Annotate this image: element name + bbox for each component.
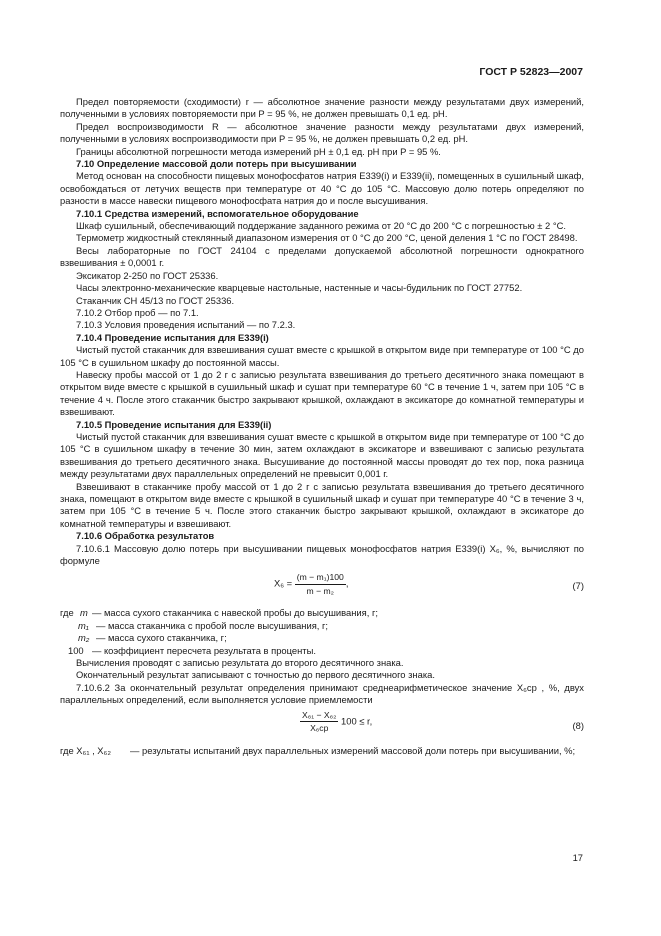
paragraph-repeatability: Предел повторяемости (сходимости) r — абсолютное значение разности между результатами двух измерений, полученными в условиях повторяемости при P = 95 %, не должен превышать 0,1 ед. рН.: [60, 96, 584, 120]
paragraph-formula-7-intro: 7.10.6.1 Массовую долю потерь при высушивании пищевых монофосфатов натрия Е339(i) X₆, %, вычисляют по формуле: [60, 542, 584, 567]
paragraph-drying-cabinet: Шкаф сушильный, обеспечивающий поддержание заданного режима от 20 °C до 200 °C с погрешностью ± 2 °C.: [76, 220, 566, 232]
formula-7-definitions: [60, 607, 584, 657]
definition-text: — масса сухого стаканчика, г;: [96, 632, 227, 644]
formula-8-number: (8): [572, 719, 584, 731]
definition-row: [60, 620, 584, 632]
section-heading-7-10-5: 7.10.5 Проведение испытания для Е339(ii): [76, 418, 272, 430]
paragraph-final-precision: Окончательный результат записывают с точностью до первого десятичного знака.: [76, 669, 435, 681]
paragraph-conditions: 7.10.3 Условия проведения испытаний — по 7.2.3.: [76, 319, 296, 331]
definition-text: — результаты испытаний двух параллельных измерений массовой доли потерь при высушивании, %;: [130, 744, 576, 756]
formula-7-tail: ,: [345, 577, 349, 589]
formula-8-fraction: [300, 709, 338, 735]
paragraph-e339i-prep: Чистый пустой стаканчик для взвешивания сушат вместе с крышкой в открытом виде при температуре от 100 °C до 105 °C в сушильном шкафу до постоянной массы.: [60, 344, 584, 368]
standard-header: ГОСТ Р 52823—2007: [479, 66, 583, 78]
definition-text: — коэффициент пересчета результата в проценты.: [92, 644, 316, 656]
definition-symbol: m: [80, 607, 88, 619]
section-heading-7-10: 7.10 Определение массовой доли потерь при высушивании: [76, 158, 357, 170]
paragraph-e339ii-sample: Взвешивают в стаканчике пробу массой от 1 до 2 г с записью результата взвешивания до третьего десятичного знака, помещают в открытом виде вместе с крышкой в сушильный шкаф и сушат при температуре 40 °C в течение 3 ч, затем при 105 °C в течение 5 ч. После этого стаканчик быстро закрывают крышкой, охлаждают в эксикаторе до комнатной температуры и взвешивают.: [60, 480, 584, 529]
section-heading-7-10-4: 7.10.4 Проведение испытания для Е339(i): [76, 331, 269, 343]
formula-7-lhs: X₆ =: [274, 577, 293, 589]
paragraph-e339i-sample: Навеску пробы массой от 1 до 2 г с записью результата взвешивания до третьего десятичного знака помещают в открытом виде вместе с крышкой в сушильный шкаф и сушат при температуре 60 °C в течение 1 ч, затем при 105 °C в течение 4 ч. После этого стаканчик быстро закрывают крышкой, охлаждают в эксикаторе до комнатной температуры и взвешивают.: [60, 368, 584, 418]
definition-row: [60, 607, 584, 619]
formula-8-rhs: 100 ≤ r,: [341, 715, 373, 727]
formula-8-numerator: X₆₁ − X₆₂: [300, 709, 338, 722]
definition-text: — масса сухого стаканчика с навеской пробы до высушивания, г;: [92, 607, 378, 619]
paragraph-error-bounds: Границы абсолютной погрешности метода измерений рН ± 0,1 ед. рН при P = 95 %.: [76, 145, 441, 157]
definition-symbol: 100: [68, 644, 84, 656]
formula-7: [60, 567, 584, 607]
paragraph-scales: Весы лабораторные по ГОСТ 24104 с пределами допускаемой абсолютной погрешности однократного взвешивания ± 0,0001 г.: [60, 244, 584, 269]
definition-lead: где: [60, 607, 74, 619]
definition-text: — масса стаканчика с пробой после высушивания, г;: [96, 619, 329, 631]
paragraph-thermometer: Термометр жидкостный стеклянный диапазоном измерения от 0 °C до 200 °C, ценой деления 1 °C по ГОСТ 28498.: [76, 232, 578, 244]
paragraph-beaker: Стаканчик СН 45/13 по ГОСТ 25336.: [76, 294, 235, 306]
document-body: [60, 96, 584, 757]
paragraph-e339ii-prep: Чистый пустой стаканчик для взвешивания сушат вместе с крышкой в открытом виде при температуре от 100 °C до 105 °C в сушильном шкафу в течение 30 мин, затем охлаждают в эксикаторе и взвешивают с записью результата взвешивания до третьего десятичного знака. Высушивание до постоянной массы проводят до тех пор, пока разница между результатами двух параллельных определений не превысит 0,001 г.: [60, 430, 584, 480]
formula-7-denominator: m − m₂: [306, 585, 334, 596]
page-number: 17: [572, 852, 583, 863]
definition-row: [60, 632, 584, 644]
definition-lead: где X₆₁ , X₆₂: [60, 744, 111, 756]
paragraph-calc-precision: Вычисления проводят с записью результата до второго десятичного знака.: [76, 657, 404, 669]
formula-7-fraction: [295, 571, 346, 597]
section-heading-7-10-6: 7.10.6 Обработка результатов: [76, 530, 215, 542]
paragraph-sampling: 7.10.2 Отбор проб — по 7.1.: [76, 306, 199, 318]
paragraph-method: Метод основан на способности пищевых монофосфатов натрия Е339(i) и Е339(ii), помещенных в сушильный шкаф, освобождаться от летучих веществ при температуре от 40 °C до 105 °C. Массовую долю потерь определяют по разности в массе навески пищевого монофосфата натрия до и после высушивания.: [60, 170, 584, 207]
paragraph-formula-8-intro: 7.10.6.2 За окончательный результат определения принимают среднеарифметическое значение X₆ср , %, двух параллельных определений, если выполняется условие приемлемости: [60, 681, 584, 706]
formula-7-numerator: (m − m₁)100: [295, 571, 346, 584]
paragraph-desiccator: Эксикатор 2-250 по ГОСТ 25336.: [76, 269, 219, 281]
formula-7-number: (7): [572, 580, 584, 592]
definition-row: [60, 645, 584, 657]
definition-symbol: m₂: [78, 632, 90, 644]
formula-8: [60, 707, 584, 745]
formula-8-denominator: X₆ср: [310, 723, 329, 734]
formula-8-definition: [60, 745, 584, 757]
paragraph-clock: Часы электронно-механические кварцевые настольные, настенные и часы-будильник по ГОСТ 27752.: [76, 282, 523, 294]
definition-symbol: m₁: [78, 619, 89, 631]
paragraph-reproducibility: Предел воспроизводимости R — абсолютное значение разности между результатами двух измерений, полученными в условиях воспроизводимости при P = 95 %, не должен превышать 0,2 ед. рН.: [60, 120, 584, 145]
section-heading-7-10-1: 7.10.1 Средства измерений, вспомогательное оборудование: [76, 207, 359, 219]
